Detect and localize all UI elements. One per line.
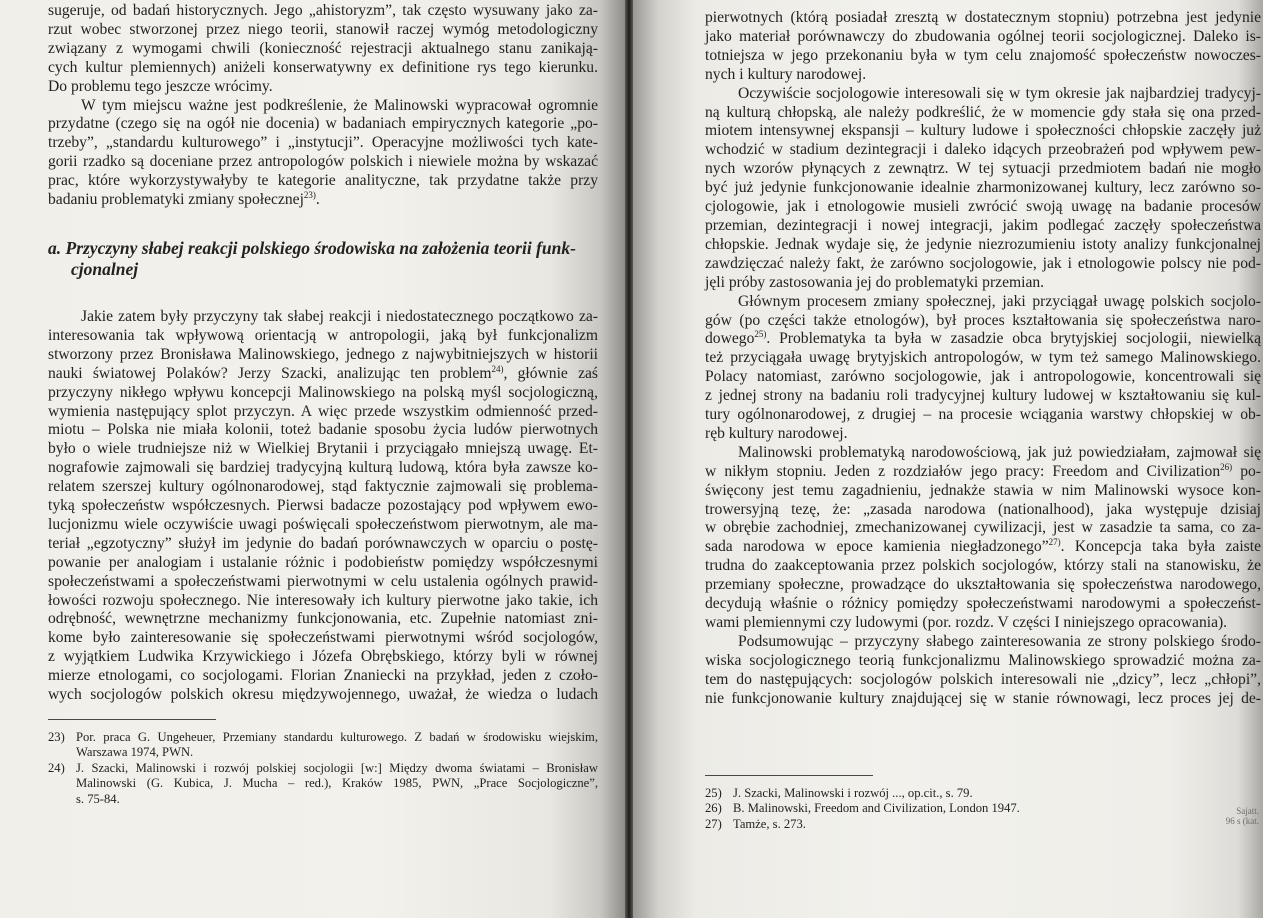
footnote-line: Tamże, s. 273. [733,816,806,831]
right-paragraph-5 [705,633,1261,709]
text-line: też przyciągała uwagę brytyjskich antropologów, w tym też samego Malinowskiego. [705,349,1261,367]
text-line [705,330,1261,349]
right-footnotes [705,775,1261,832]
text-line: nych wzorów płynących z zewnątrz. W tej sytuacji przedmiotem badań nie mogło [705,160,1261,178]
left-footnotes [48,730,598,807]
text-line: sugeruje, od badań historycznych. Jego „ahistoryzm”, tak często wysuwany jako za- [48,2,598,19]
text-line: społeczeństwami a społeczeństwami pierwotnymi w celu ustalenia ogólnych prawid- [48,572,598,590]
text-line: cjologowie, jak i etnologowie musieli zwrócić swoją uwagę na badanie procesów [705,198,1261,216]
footnote-ref-26: 26) [1220,461,1233,472]
book-gutter [625,0,633,918]
footnote-number: 23) [48,730,65,744]
text-line: trzeby”, „standardu kulturowego” i „instytucji”. Operacyjne możliwości tych kate- [48,134,598,152]
text-line [705,538,1261,557]
text-line: lucjonizmu wiele oczywiście uwagi poświęcali społeczeństwom pierwotnym, ale ma- [48,515,598,533]
left-paragraph-3 [48,308,598,705]
footnote-number: 25) [705,786,722,800]
text-line: tury ogólnonarodowej, z drugiej – na procesie wciągania warstwy chłopskiej w ob- [705,406,1261,424]
text-line: jako materiał porównawczy do zbudowania ogólnej teorii socjologicznej. Daleko is- [705,27,1261,45]
text-line: było o wiele trudniejsze niż w Wielkiej Brytanii i przyciągało mniejszą uwagę. Et- [48,440,598,458]
text-line: w obrębie zachodniej, zmechanizowanej cywilizacji, jest w zasadzie ta sama, co za- [705,519,1261,537]
text-line: Podsumowując – przyczyny słabego zainteresowania ze strony polskiego środo- [738,632,1261,650]
text-line: tem do następujących: socjologów polskich interesowali nie „dzicy”, lecz „chłopi”, [705,670,1261,688]
text-fragment: nauki światowej Polaków? Jerzy Szacki, analizując ten problem [48,364,492,382]
text-line: decydują właśnie o różnicy pomiędzy społeczeństwami narodowymi a społeczeńst- [705,595,1261,613]
footnote-24 [48,761,598,807]
footnote-line: J. Szacki, Malinowski i rozwój polskiej socjologii [w:] Między dwoma światami – Bronisław [76,760,598,775]
footnote-25 [705,786,1261,801]
left-paragraph-2 [48,97,598,210]
section-heading [48,238,598,280]
text-fragment: . [315,191,320,209]
text-line: cych kultur plemiennych) aniżeli konserwatywny ex definitione rys tego kierunku. [48,58,598,76]
text-line: nografowie zajmowali się bardziej tradycyjną kulturą ludową, która była zawsze ko- [48,459,598,477]
text-line: z wyjątkiem Ludwika Krzywickiego i Józefa Obrębskiego, którzy byli w równej [48,648,598,666]
text-line: teriał „egzotyczny” służył im jedynie do badań porównawczych w oparciu o postę- [48,534,598,552]
footnote-rule [48,719,216,720]
footnote-ref-25: 25) [754,329,767,340]
text-line [705,463,1261,482]
text-fragment: w nikłym stopniu. Jeden z rozdziałów jego pracy: Freedom and Civilization [705,462,1221,480]
footnote-rule [705,775,873,776]
text-line: wiska socjologicznego teorią funkcjonalizmu Malinowskiego sprowadzić można za- [705,651,1261,669]
text-line: rzut wobec stworzonej przez niego teorii, stanowił raczej wymóg metodologiczny [48,20,598,38]
text-fragment: . Problematyka ta była w zasadzie obca brytyjskiej socjologii, niewielką [766,330,1261,348]
footnote-line: B. Malinowski, Freedom and Civilization, London 1947. [733,801,1020,816]
footnote-line: J. Szacki, Malinowski i rozwój ..., op.cit., s. 79. [733,786,973,800]
footnote-23 [48,730,598,761]
right-paragraph-3 [705,293,1261,444]
text-line: jęli próby zastosowania jej do problematyki przemian. [705,273,1045,291]
text-line: kome było zainteresowanie się społeczeństwami pierwotnymi wśród socjologów, [48,629,598,647]
text-line [48,365,598,384]
margin-note-line: 96 s (kat. [1225,816,1259,826]
text-line: związany z wymogami chwili (konieczność rejestracji aktualnego stanu zanikają- [48,39,598,57]
text-fragment: sada narodowa w epoce kamienia niegładzonego” [705,538,1049,556]
footnote-27 [705,817,1261,832]
text-line: wymienia następujący splot przyczyn. A więc przede wszystkim odmienność przed- [48,402,598,420]
text-line: Oczywiście socjologowie interesowali się w tym okresie jak najbardziej tradycyj- [738,84,1261,102]
footnote-number: 24) [48,760,65,775]
right-page [633,0,1263,918]
text-line [48,191,598,210]
left-paragraph-1 [48,2,598,97]
heading-line: a. Przyczyny słabej reakcji polskiego środowiska na założenia teorii funk- [48,237,576,258]
text-line: W tym miejscu ważne jest podkreślenie, że Malinowski wypracował ogromnie [81,96,598,114]
text-line: mierze etnologami, co socjologami. Florian Znaniecki na przykład, jeden z czoło- [48,667,598,685]
text-line: wami plemiennymi czy ludowymi (por. rozdz. V części I niniejszego opracowania). [705,614,1228,631]
text-line: Głównym procesem zmiany społecznej, jaki przyciągał uwagę polskich socjolo- [738,292,1261,310]
text-line: przemian, dezintegracji i nowej integracji, jakim podlegać zaczęły społeczeństwa [705,216,1261,234]
text-line: odrębność, wewnętrzne mechanizmy funkcjonowania, etc. Zupełnie natomiast zni- [48,610,598,628]
text-line: Malinowski problematyką narodowościową, jak już powiedziałam, zajmował się [738,443,1261,461]
text-line: z jednej strony na badaniu roli tradycyjnej kultury ludowej w kształtowaniu się kul- [705,387,1261,405]
right-page-text [705,9,1261,709]
footnote-line: Por. praca G. Ungeheuer, Przemiany standardu kulturowego. Z badań w środowisku wiejskim, [76,730,598,744]
text-fragment: . Koncepcja taka była zaiste [1060,538,1261,556]
text-line: nych i kultury narodowej. [705,65,867,83]
text-line: stworzony przez Bronisława Malinowskiego, jednego z najwybitniejszych w historii [48,345,598,363]
text-line: zawdzięczać należy fakt, że zarówno socjologowie, jak i etnologowie polscy nie pod- [705,254,1261,272]
text-line: Do problemu tego jeszcze wrócimy. [48,77,273,95]
footnote-number: 27) [705,816,722,831]
footnote-ref-24: 24) [491,363,504,374]
text-line: przydatne (czego się na ogół nie docenia) w badaniach empirycznych kategorie „po- [48,115,598,133]
margin-note-line: Sajatt. [1236,806,1259,816]
text-fragment: dowego [705,330,755,348]
text-line: prac, które wykorzystywałyby te kategorie analityczne, tak przydatne także przy [48,172,598,190]
text-line: wych socjologów polskich okresu międzywojennego, uważał, że wiedza o ludach [48,686,598,704]
text-fragment: po- [1232,462,1261,480]
text-line: gów (po części także etnologów), był proces kształtowania się społeczeństwa naro- [705,311,1261,329]
footnote-line: Warszawa 1974, PWN. [76,745,194,760]
text-line: pierwotnych (którą posiadał zresztą w dostatecznym stopniu) potrzebna jest jedynie [705,9,1261,26]
footnote-line: s. 75-84. [76,791,120,806]
text-line: święcony jest temu zagadnieniu, jednakże stawia w nim Malinowski wysoce kon- [705,481,1261,499]
footnote-ref-23: 23) [303,189,316,200]
left-page [0,0,625,918]
text-line: być już jedynie funkcjonowanie idealnie zharmonizowanej kultury, lecz zarówno so- [705,179,1261,197]
footnote-26 [705,801,1261,816]
right-paragraph-1 [705,9,1261,85]
right-paragraph-4 [705,444,1261,633]
text-line: przyczyny nikłego wpływu koncepcji Malinowskiego na polską myśl socjologiczną, [48,383,598,401]
text-line: ną kulturą chłopską, ale należy podkreślić, że w momencie gdy stała się ona przed- [705,103,1261,121]
text-line: trudna do zaakceptowania przez polskich socjologów, którzy stali na stanowisku, że [705,557,1261,575]
text-line: przemiany społeczne, prowadzące do ukształtowania się społeczeństwa narodowego, [705,576,1261,594]
footnote-line: Malinowski (G. Kubica, J. Mucha – red.), Kraków 1985, PWN, „Prace Socjologiczne”, [76,776,598,791]
margin-note [1226,806,1259,826]
text-line: totniejsza w jego przekonaniu była w tym celu znajomość społeczeństw nowoczes- [705,46,1261,64]
footnote-ref-27: 27) [1048,537,1061,548]
text-line: powanie per analogiam i ustalanie różnic i podobieństw pomiędzy współczesnymi [48,553,598,571]
text-line: chłopskie. Jednak wydaje się, że jedynie niezrozumieniu istoty analizy funkcjonalnej [705,235,1261,253]
text-line: interesowania tak wpływową orientacją w antropologii, jaką był funkcjonalizm [48,326,598,344]
text-line: wchodzić w stadium dezintegracji i daleko idących przeobrażeń pod wpływem pew- [705,141,1261,159]
footnote-number: 26) [705,801,722,816]
text-fragment: badaniu problematyki zmiany społecznej [48,191,304,209]
text-line: trowersyjną tezę, że: „zasada narodowa (nationalhood), jaka występuje dzisiaj [705,500,1261,518]
text-line: relatem szerszej kultury ogólnonarodowej, stąd faktycznie zajmowali się problema- [48,478,598,496]
text-fragment: , głównie zaś [503,364,598,382]
heading-line: cjonalnej [71,258,139,279]
text-line: miotu – Polska nie miała kolonii, toteż badanie sposobu życia ludów pierwotnych [48,421,598,439]
right-paragraph-2 [705,85,1261,293]
left-page-text [48,2,598,807]
text-line: miotem intensywnej ekspansji – kultury ludowe i społeczności chłopskie zaczęły już [705,122,1261,140]
text-line: Jakie zatem były przyczyny tak słabej reakcji i niedostatecznego początkowo za- [81,307,598,325]
text-line: ręb kultury narodowej. [705,424,848,442]
text-line: tyką społeczeństw współczesnych. Pierwsi badacze pozostający pod wpływem ewo- [48,497,598,515]
text-line: gorii rzadko są doceniane przez antropologów polskich i niewiele można by wskazać [48,153,598,171]
text-line: nie funkcjonowanie kultury znajdującej się w stanie równowagi, lecz proces jej de- [705,689,1261,707]
text-line: Polacy natomiast, zarówno socjologowie, jak i antropologowie, koncentrowali się [705,368,1261,386]
text-line: łowości rozwoju społecznego. Nie interesowały ich kultury pierwotne jako takie, ich [48,591,598,609]
